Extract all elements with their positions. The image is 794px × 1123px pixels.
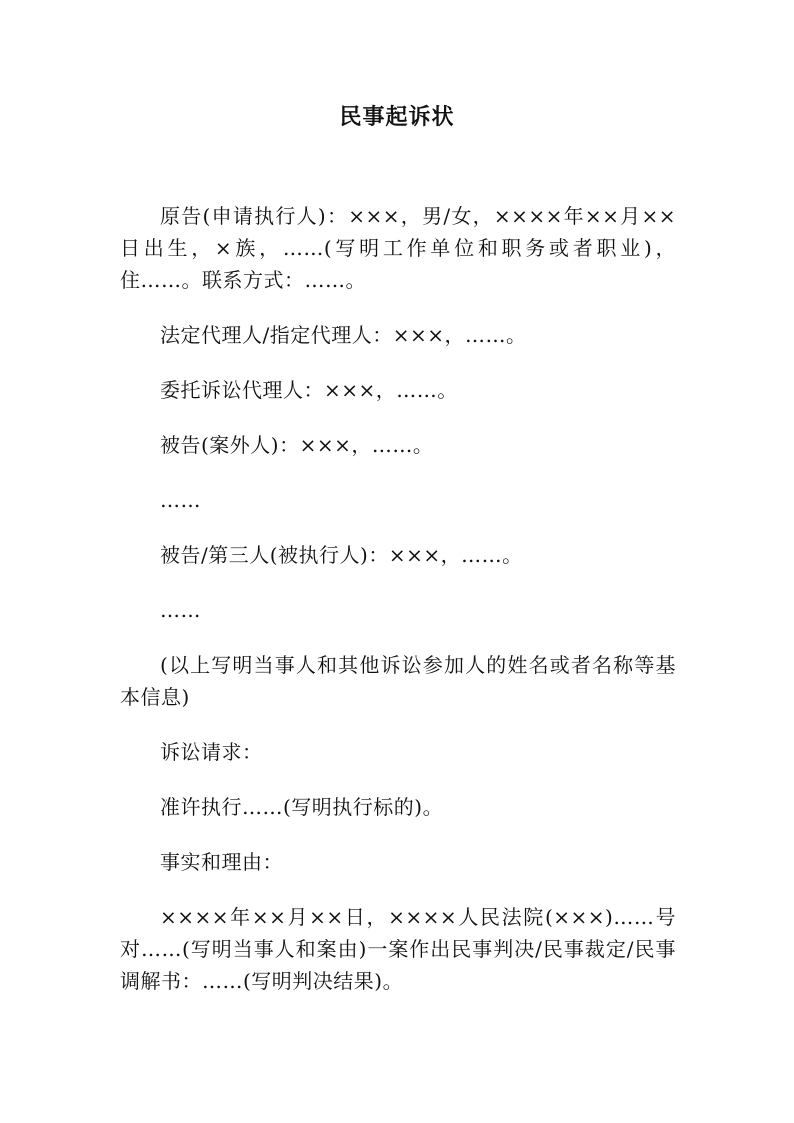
document-body	[120, 200, 676, 1020]
legal-representative-paragraph: 法定代理人/指定代理人：×××，……。	[160, 323, 527, 347]
facts-reasons-heading: 事实和理由：	[160, 850, 283, 874]
ellipsis-paragraph: ……	[160, 598, 201, 622]
facts-paragraph: ××××年××月××日，××××人民法院(×××)……号对……(写明当事人和案由)一案作出民事判决/民事裁定/民事调解书：……(写明判决结果)。	[120, 905, 676, 993]
claim-paragraph: 准许执行……(写明执行标的)。	[160, 795, 444, 819]
parties-note-paragraph: (以上写明当事人和其他诉讼参加人的姓名或者名称等基本信息)	[120, 653, 676, 709]
entrusted-agent-paragraph: 委托诉讼代理人：×××，……。	[160, 378, 458, 402]
claims-heading: 诉讼请求：	[160, 740, 263, 764]
defendant-outsider-paragraph: 被告(案外人)：×××，……。	[160, 433, 434, 457]
document-title: 民事起诉状	[339, 104, 455, 130]
defendant-third-party-paragraph: 被告/第三人(被执行人)：×××，……。	[160, 543, 523, 567]
ellipsis-paragraph: ……	[160, 488, 201, 512]
plaintiff-paragraph: 原告(申请执行人)：×××，男/女，××××年××月××日出生，×族，……(写明工作单位和职务或者职业)，住……。联系方式：……。	[120, 204, 676, 292]
